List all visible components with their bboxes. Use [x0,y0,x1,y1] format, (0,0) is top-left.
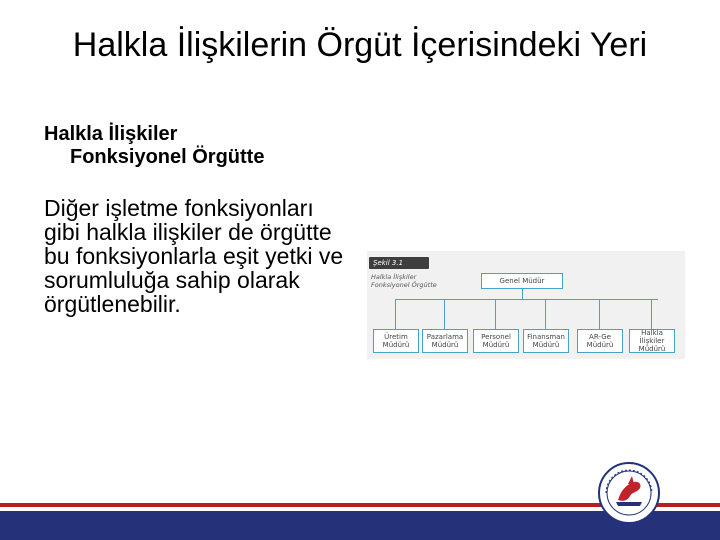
org-box-department: AR-Ge Müdürü [577,329,623,353]
org-box-department: Personel Müdürü [473,329,519,353]
org-box-department: Pazarlama Müdürü [422,329,468,353]
org-box-department: Üretim Müdürü [373,329,419,353]
org-box-general-manager: Genel Müdür [481,273,563,289]
subhead-line-1: Halkla İlişkiler [44,123,178,145]
subhead-line-2: Fonksiyonel Örgütte [70,146,265,168]
university-logo-icon [598,462,660,524]
connector-line [395,299,396,329]
org-box-department: Halkla İlişkiler Müdürü [629,329,675,353]
org-chart-figure [367,251,685,359]
connector-line [495,299,496,329]
slide-title: Halkla İlişkilerin Örgüt İçerisindeki Yeri [72,26,648,64]
connector-line [522,289,523,299]
slide-body-text: Diğer işletme fonksiyonları gibi halkla ilişkiler de örgütte bu fonksiyonlarla eşit yetki ve sorumluluğa sahip olarak örgütlenebilir. [44,195,344,317]
org-box-department: Finansman Müdürü [523,329,569,353]
connector-line [651,299,652,329]
connector-line [395,299,658,300]
connector-line [545,299,546,329]
slide-subheading [44,123,344,169]
connector-line [444,299,445,329]
connector-line [599,299,600,329]
figure-badge: Şekil 3.1 [369,257,429,269]
figure-caption: Halkla İlişkiler Fonksiyonel Örgütte [371,273,437,289]
